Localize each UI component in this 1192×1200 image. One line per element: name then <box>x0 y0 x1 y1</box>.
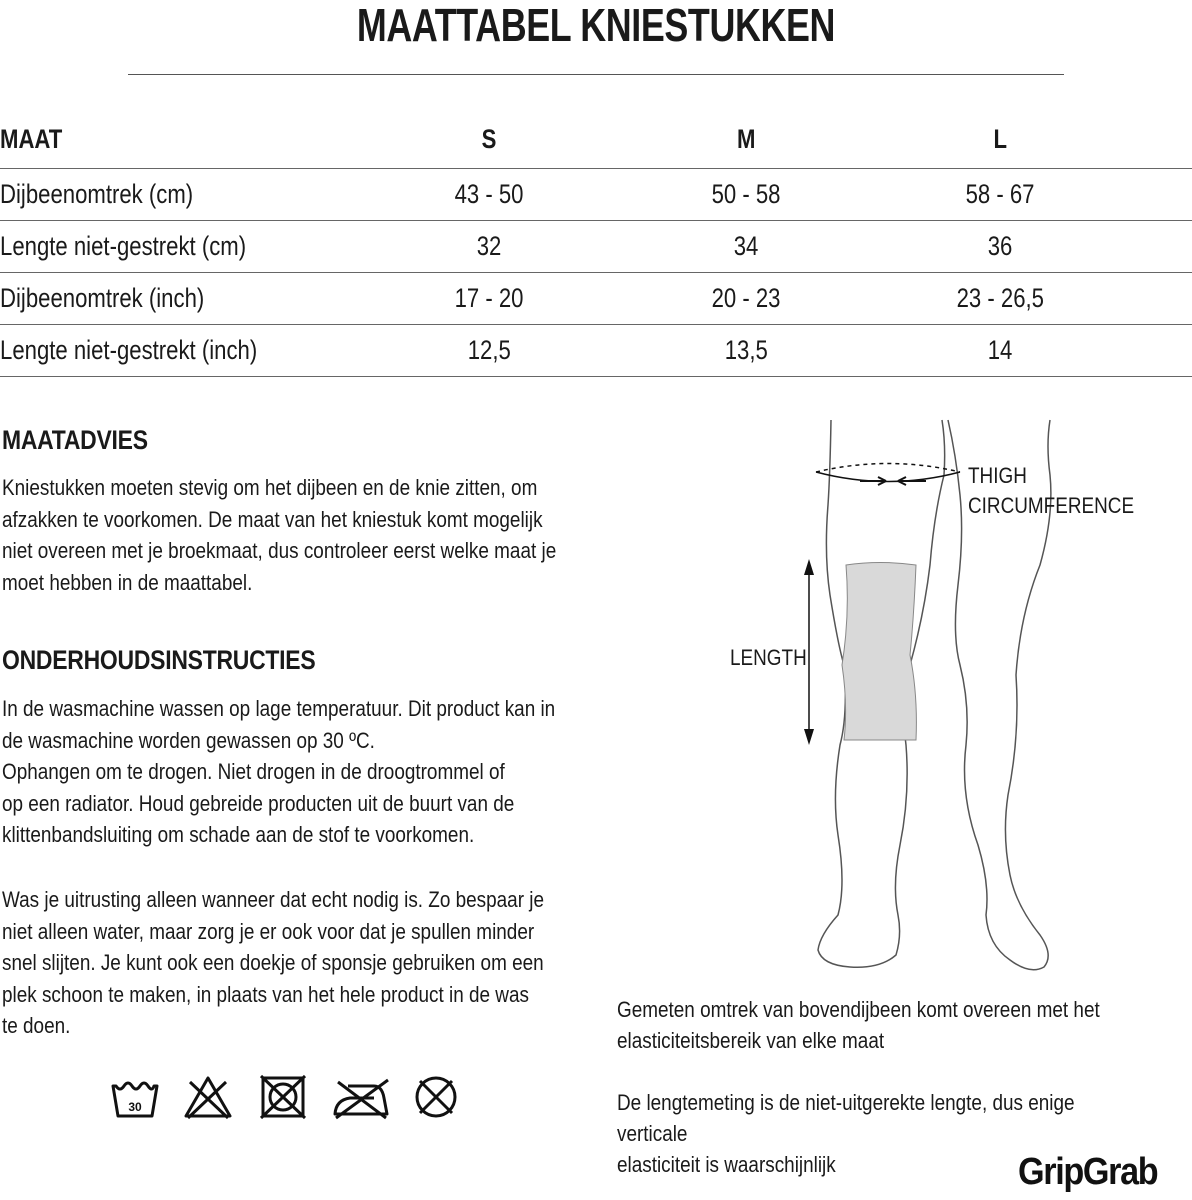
table-header-row <box>0 110 1192 169</box>
maatadvies-text: Kniestukken moeten stevig om het dijbeen en de knie zitten, om afzakken te voorkomen. De maat van het kniestuk komt mogelijk niet overeen met je broekmaat, dus controleer eerst welke maat je moet hebben in de maattabel. <box>2 475 557 595</box>
table-cell: 58 - 67 <box>965 179 1035 209</box>
no-iron-icon <box>330 1076 392 1120</box>
table-row <box>0 169 1192 221</box>
knee-sleeve <box>842 563 916 741</box>
table-cell: 34 <box>733 231 759 261</box>
maatadvies-heading: MAATADVIES <box>2 425 148 455</box>
onderhoud-heading: ONDERHOUDSINSTRUCTIES <box>2 645 316 675</box>
row-label: Lengte niet-gestrekt (cm) <box>0 231 247 261</box>
thigh-circumference-label: THIGH CIRCUMFERENCE <box>968 463 1135 518</box>
length-arrow-top <box>804 559 814 575</box>
table-row <box>0 221 1192 273</box>
table-cell: 14 <box>987 335 1013 365</box>
length-label: LENGTH <box>730 645 807 670</box>
measurement-note-thigh: Gemeten omtrek van bovendijbeen komt overeen met het elasticiteitsbereik van elke maat <box>617 997 1100 1053</box>
no-dry-clean-icon <box>412 1074 460 1120</box>
table-cell: 50 - 58 <box>711 179 781 209</box>
no-bleach-icon <box>182 1074 234 1120</box>
table-cell: 20 - 23 <box>711 283 781 313</box>
table-row <box>0 325 1192 377</box>
table-cell: 12,5 <box>467 335 511 365</box>
measurement-note-length: De lengtemeting is de niet-uitgerekte lengte, dus enige verticale elasticiteit is waarschijnlijk <box>617 1090 1075 1177</box>
table-cell: 17 - 20 <box>454 283 524 313</box>
row-label: Dijbeenomtrek (cm) <box>0 179 194 209</box>
header-cell-m: M <box>736 123 756 154</box>
size-table <box>0 110 1192 377</box>
thigh-circumference-bottom <box>816 472 960 482</box>
header-cell-size: MAAT <box>0 123 63 154</box>
title-divider <box>128 74 1064 75</box>
care-icons <box>110 1070 480 1130</box>
page-title: MAATTABEL KNIESTUKKEN <box>356 0 836 51</box>
thigh-circumference-top <box>816 464 960 473</box>
table-cell: 36 <box>987 231 1013 261</box>
wash-temperature: 30 <box>128 1100 142 1114</box>
thigh-arrow-left <box>860 477 886 485</box>
row-label: Dijbeenomtrek (inch) <box>0 283 205 313</box>
table-cell: 13,5 <box>724 335 768 365</box>
row-label: Lengte niet-gestrekt (inch) <box>0 335 258 365</box>
thigh-arrow-right <box>898 477 926 485</box>
table-cell: 43 - 50 <box>454 179 524 209</box>
table-cell: 32 <box>476 231 502 261</box>
onderhoud-text: In de wasmachine wassen op lage temperatuur. Dit product kan in de wasmachine worden gewassen op 30 ºC. Ophangen om te drogen. Niet drogen in de droogtrommel of op een radiator. Houd gebreide producten uit de buurt van de klittenbandsluiting om schade aan de stof te voorkomen. <box>2 696 556 847</box>
brand-logo: GripGrab <box>1018 1151 1158 1193</box>
no-tumble-dry-icon <box>258 1074 308 1120</box>
wash-30-icon <box>110 1080 160 1120</box>
length-arrow-bottom <box>804 729 814 745</box>
header-cell-l: L <box>993 123 1007 154</box>
table-cell: 23 - 26,5 <box>956 283 1044 313</box>
table-row <box>0 273 1192 325</box>
header-cell-s: S <box>481 123 497 154</box>
onderhoud-text-2: Was je uitrusting alleen wanneer dat echt nodig is. Zo bespaar je niet alleen water, maar zorg je er ook voor dat je spullen minder snel slijten. Je kunt ook een doekje of sponsje gebruiken om een plek schoon te maken, in plaats van het hele product in de was te doen. <box>2 887 544 1038</box>
